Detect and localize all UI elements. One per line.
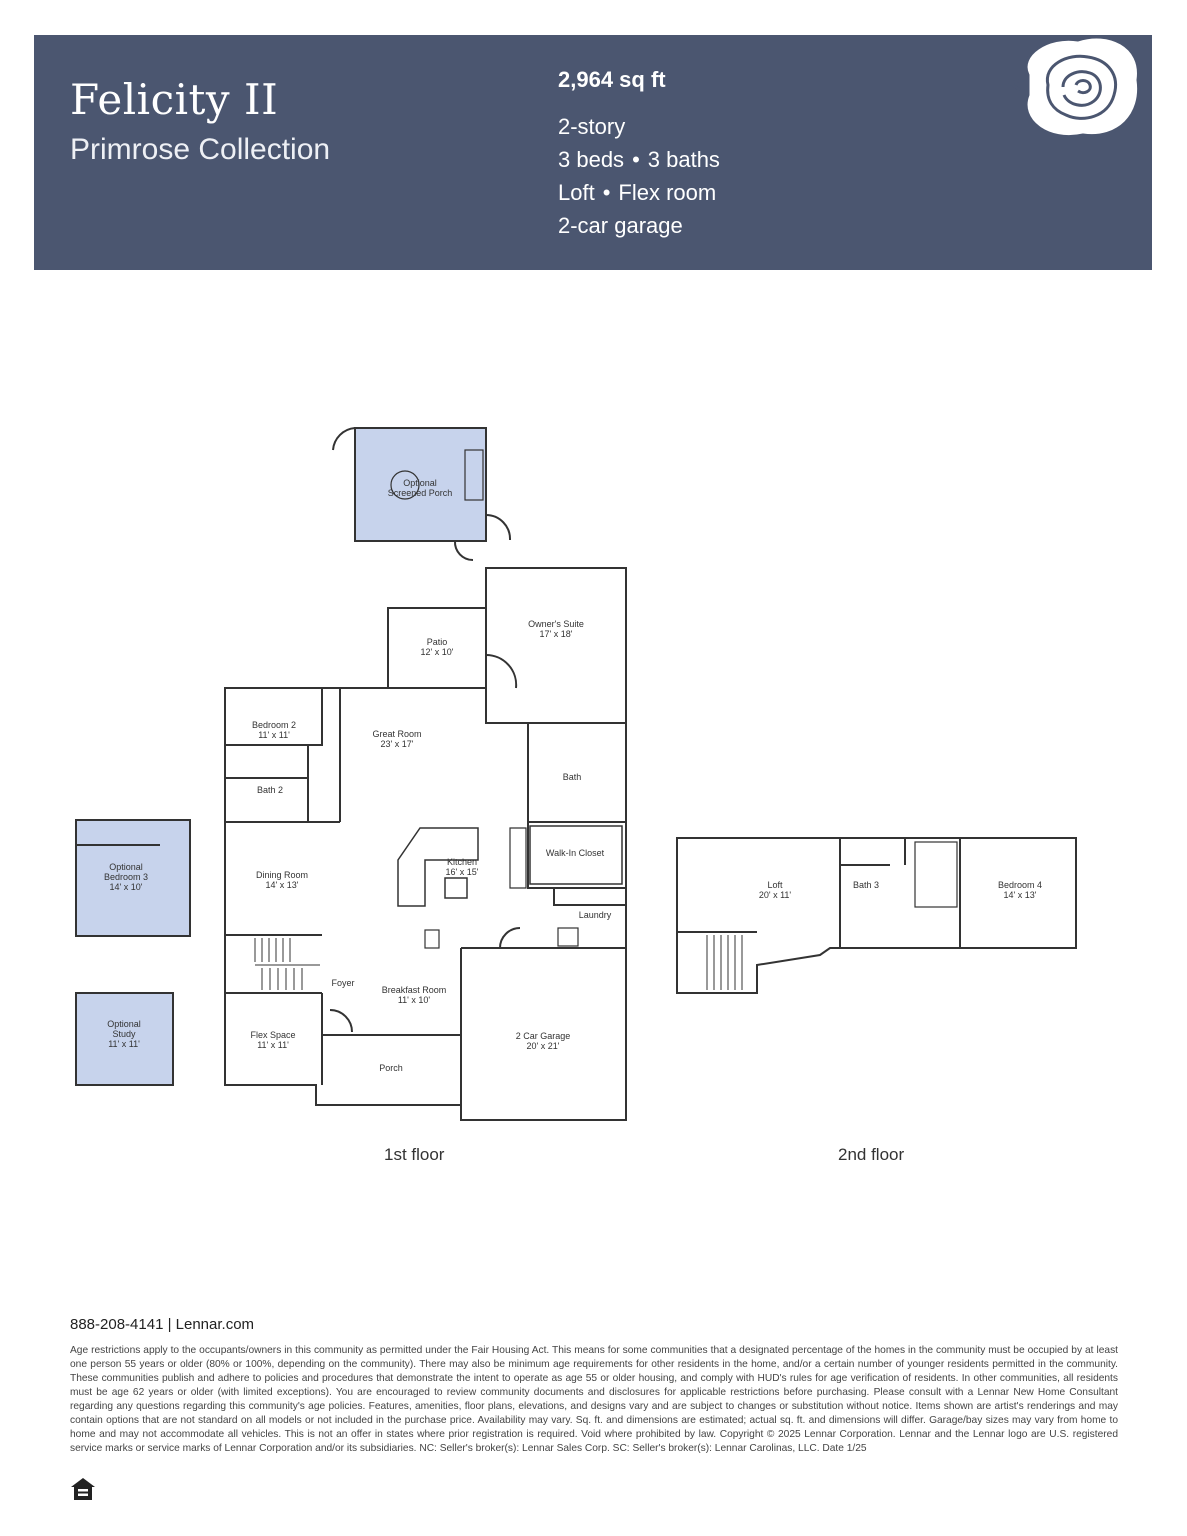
room-walk-in-closet: Walk-In Closet (545, 848, 605, 858)
first-floor-label: 1st floor (384, 1145, 445, 1164)
room-screened-porch: Optional Screened Porch (387, 478, 453, 498)
baths: 3 baths (647, 147, 720, 172)
room-owners-suite: Owner's Suite 17' x 18' (528, 619, 584, 639)
room-great-room: Great Room 23' x 17' (372, 729, 422, 749)
loft: Loft (558, 180, 595, 205)
room-bedroom4: Bedroom 4 14' x 13' (997, 880, 1043, 900)
flex-room: Flex room (618, 180, 717, 205)
beds: 3 beds (558, 147, 625, 172)
square-footage: 2,964 sq ft (558, 67, 666, 92)
room-bedroom2: Bedroom 2 11' x 11' (251, 720, 297, 740)
room-patio: Patio 12' x 10' (420, 637, 454, 657)
room-kitchen: Kitchen 16' x 15' (445, 857, 479, 877)
bullet: • (632, 147, 640, 172)
room-bath3: Bath 3 (852, 880, 880, 890)
room-dining: Dining Room 14' x 13' (255, 870, 309, 890)
room-laundry: Laundry (578, 910, 612, 920)
room-flex-space: Flex Space 11' x 11' (250, 1030, 296, 1050)
second-floor-shell (677, 838, 1076, 993)
disclaimer-text: Age restrictions apply to the occupants/owners in this community as permitted under the Fair Housing Act. This means for some communities that a designated percentage of the homes in the community must be occupied by at least one person 55 years or older (80% or 100%, depending on the community). There may also be minimum age requirements for other residents in the home, and/or a certain number of younger residents permitted in the community. These communities publish and adhere to policies and procedures that demonstrate the intent to operate as age 55 or older housing, and comply with HUD's rules for age verification of residents. In other communities, all residents must be age 62 years or older (with limited exceptions). You are encouraged to review community documents and disclosures for applicable restrictions before purchasing. Please consult with a Lennar New Home Consultant regarding any questions regarding this community's age policies. Features, amenities, floor plans, elevations, and designs vary and are subject to changes or substitution without notice. Items shown are artist's renderings and may contain options that are not standard on all models or not included in the purchase price. Availability may vary. Sq. ft. and dimensions are estimated; actual sq. ft. and dimensions will differ. Garage/bay sizes may vary from home to home and may not accommodate all vehicles. This is not an offer in states where prior registration is required. Void where prohibited by law. Copyright © 2025 Lennar Corporation. Lennar and the Lennar logo are U.S. registered service marks or service marks of Lennar Corporation and/or its subsidiaries. NC: Seller's broker(s): Lennar Sales Corp. SC: Seller's broker(s): Lennar Carolinas, LLC. Date 1/25 (70, 1345, 1118, 1454)
room-garage: 2 Car Garage 20' x 21' (515, 1031, 571, 1051)
plan-title: Felicity II (70, 75, 279, 124)
room-bath2: Bath 2 (256, 785, 284, 795)
room-bath: Bath (562, 772, 582, 782)
room-breakfast: Breakfast Room 11' x 10' (381, 985, 447, 1005)
collection-name: Primrose Collection (70, 133, 331, 166)
bullet: • (602, 180, 611, 205)
room-optional-bedroom3: Optional Bedroom 3 14' x 10' (103, 862, 149, 892)
stories: 2-story (558, 114, 626, 139)
contact-info: 888-208-4141 | Lennar.com (70, 1316, 255, 1333)
room-loft: Loft 20' x 11' (758, 880, 792, 900)
room-optional-study: Optional Study 11' x 11' (107, 1019, 141, 1049)
equal-housing-icon (70, 1476, 96, 1502)
garage: 2-car garage (558, 213, 683, 238)
room-porch: Porch (379, 1063, 403, 1073)
owners-suite-area (486, 568, 626, 723)
second-floor-label: 2nd floor (838, 1145, 905, 1164)
room-foyer: Foyer (331, 978, 355, 988)
